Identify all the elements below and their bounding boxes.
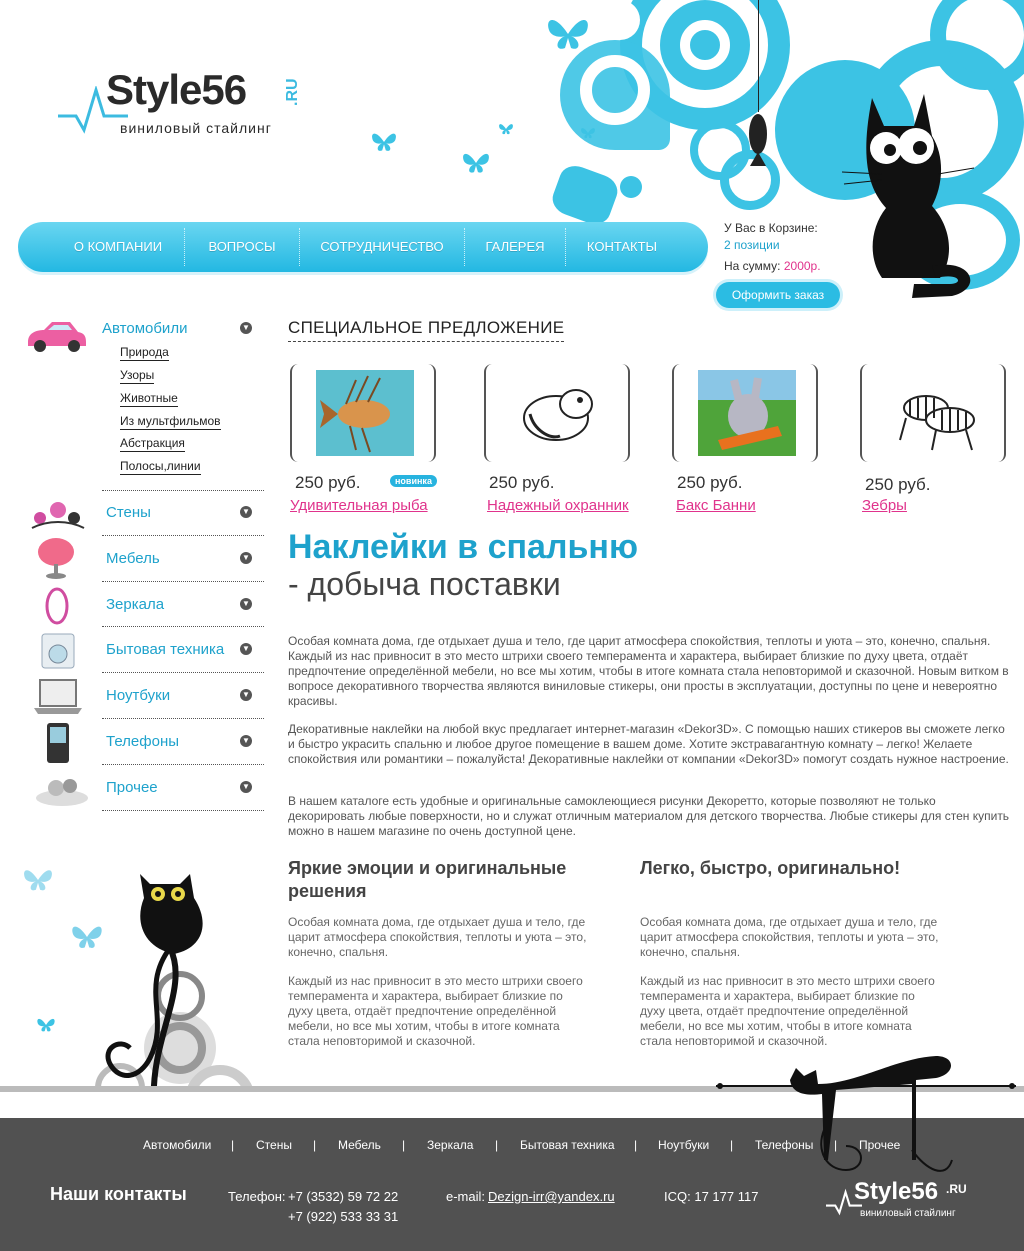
category-label: Стены [106,504,151,521]
nav-cooperation[interactable]: СОТРУДНИЧЕСТВО [320,239,444,254]
product-name[interactable]: Надежный охранник [487,497,629,514]
order-button[interactable]: Оформить заказ [716,282,840,308]
article-paragraph: Особая комната дома, где отдыхает душа и тело, где царит атмосфера спокойствия, теплоты и уюта – это, конечно, спальня. Каждый из нас привносит в это место штрихи своего темперамента и характера, выбирает близкие по духу цвета, отдаёт предпочтение определённой мебели, но все мы хотим, чтобы в итоге комната стала неповторимой и сказочной. Новым витком в вопросе декоративного творчества являются виниловые стикеры, они просты в эксплуатации, доступны по цене и невероятно красивы. [288,634,1009,708]
footer-link-furniture[interactable]: Мебель [338,1138,381,1152]
nav-contacts[interactable]: КОНТАКТЫ [586,239,658,254]
new-badge: новинка [390,475,437,487]
category-label: Ноутбуки [106,687,171,704]
logo-tagline: виниловый стайлинг [120,120,272,136]
category-appliances[interactable] [106,641,264,658]
chevron-down-icon[interactable]: ▼ [240,552,252,564]
article-paragraph: Декоративные наклейки на любой вкус предлагает интернет-магазин «Dekor3D». С помощью наших стикеров вы сможете легко и быстро украсить спальню и любое другое помещение в вашем доме. Хотите экстравагантную комнату – легко! Желаете спокойствия или романтики – пожалуйста! Декоративные наклейки от компании «Dekor3D» помогут создать нужное настроение. [288,722,1009,766]
category-label: Мебель [106,550,160,567]
product-name[interactable]: Бакс Банни [676,497,756,514]
footer-separator: | [634,1138,638,1152]
footer-separator: | [834,1138,838,1152]
column-paragraph: Каждый из нас привносит в это место штрихи своего темперамента и характера, выбирает близкие по духу цвета, отдаёт предпочтение определённой мебели, но все мы хотим, чтобы в итоге комната стала неповторимой и сказочной. [288,974,583,1048]
category-laptops[interactable] [106,687,264,704]
product-price: 250 руб. [677,473,743,492]
product-image-zebras[interactable] [886,370,984,456]
footer-separator: | [495,1138,499,1152]
butterfly-icon [18,866,58,894]
icq-number: ICQ: 17 177 117 [664,1189,759,1204]
footer-link-phones[interactable]: Телефоны [755,1138,814,1152]
main-nav [18,222,708,272]
subcategory-animals[interactable]: Животные [120,391,178,405]
footer-link-walls[interactable]: Стены [256,1138,292,1152]
category-label: Телефоны [106,733,180,750]
nav-gallery[interactable]: ГАЛЕРЕЯ [485,239,545,254]
cat-illustration [842,88,982,300]
footer-link-other[interactable]: Прочее [859,1138,901,1152]
phone-2: +7 (922) 533 33 31 [288,1209,399,1224]
butterfly-icon [460,150,492,176]
product-image-dog[interactable] [510,370,608,456]
phone-icon [46,722,70,764]
chair-icon [36,536,76,580]
category-mirrors[interactable] [106,596,264,613]
butterfly-icon [36,1016,56,1034]
article-subtitle: - добыча поставки [288,566,561,602]
footer-separator: | [231,1138,235,1152]
column-paragraph: Особая комната дома, где отдыхает душа и тело, где царит атмосфера спокойствия, теплоты и уюта – это, конечно, спальня. [640,915,939,959]
logo-ru: .RU [284,78,301,106]
product-card-zebras[interactable] [860,364,1006,462]
butterfly-icon [580,126,596,140]
butterfly-icon [370,130,398,154]
column-heading: Яркие эмоции и оригинальные решения [288,858,567,901]
product-card-fish[interactable] [290,364,436,462]
category-cars[interactable] [102,320,264,337]
butterfly-icon [498,122,514,136]
product-name[interactable]: Зебры [862,497,907,514]
subcategory-nature[interactable]: Природа [120,345,169,359]
butterfly-icon [545,14,591,54]
product-price: 250 руб. [489,473,555,492]
article-title: Наклейки в спальню [288,528,638,566]
cart-sum-label: На сумму: [724,259,781,273]
subcategory-stripes[interactable]: Полосы,линии [120,459,201,473]
category-label: Зеркала [106,596,165,613]
cart-count[interactable]: 2 позиции [724,238,780,252]
category-other[interactable] [106,779,264,796]
product-price: 250 руб. [865,475,931,494]
email-label: e-mail: [446,1189,486,1204]
subcategory-abstract[interactable]: Абстракция [120,436,185,450]
subcategory-cartoons[interactable]: Из мультфильмов [120,414,221,428]
product-card-bunny[interactable] [672,364,818,462]
misc-icon [34,770,90,808]
product-name[interactable]: Удивительная рыба [290,497,428,514]
chevron-down-icon[interactable]: ▼ [240,735,252,747]
fish-icon [746,110,770,168]
footer-logo-brand: Style56 [854,1178,939,1205]
category-label: Бытовая техника [106,641,225,658]
cat-illustration [716,1050,1024,1190]
chevron-down-icon[interactable]: ▼ [240,781,252,793]
chevron-down-icon[interactable]: ▼ [240,643,252,655]
phone-1: +7 (3532) 59 72 22 [288,1189,399,1204]
category-furniture[interactable] [106,550,264,567]
car-icon [24,318,88,356]
email-link[interactable]: Dezign-irr@yandex.ru [488,1189,615,1204]
footer-separator: | [313,1138,317,1152]
laptop-icon [34,678,82,716]
category-label: Автомобили [102,320,188,337]
chevron-down-icon[interactable]: ▼ [240,322,252,334]
footer-link-cars[interactable]: Автомобили [143,1138,212,1152]
cart-summary [724,220,854,275]
article-paragraph: В нашем каталоге есть удобные и оригинальные самоклеющиеся рисунки Декоретто, которые позволяют не только декорировать любые поверхности, но и служат отличным материалом для детского творчества. Любые стикеры для стен купить можно в нашем магазине по очень доступной цене. [288,794,1010,838]
logo-brand: Style56 [106,66,247,113]
product-image-fish[interactable] [316,370,414,456]
subcategory-patterns[interactable]: Узоры [120,368,155,382]
chevron-down-icon[interactable]: ▼ [240,598,252,610]
mirror-icon [44,586,70,626]
column-heading: Легко, быстро, оригинально! [640,858,901,878]
category-phones[interactable] [106,733,264,750]
footer-separator: | [402,1138,406,1152]
product-price: 250 руб. [295,473,361,492]
product-image-bunny[interactable] [698,370,796,456]
nav-questions[interactable]: ВОПРОСЫ [208,239,276,254]
washer-icon [40,632,76,670]
special-offer-title: СПЕЦИАЛЬНОЕ ПРЕДЛОЖЕНИЕ [288,318,564,342]
footer-logo-ru: .RU [946,1182,967,1196]
flowers-icon [28,492,86,532]
category-label: Прочее [106,779,158,796]
nav-about[interactable]: О КОМПАНИИ [73,239,163,254]
chevron-down-icon[interactable]: ▼ [240,506,252,518]
cart-label: У Вас в Корзине: [724,221,818,235]
owl-illustration [60,868,290,1120]
column-paragraph: Каждый из нас привносит в это место штрихи своего темперамента и характера, выбирает близкие по духу цвета, отдаёт предпочтение определённой мебели, но все мы хотим, чтобы в итоге комната стала неповторимой и сказочной. [640,974,935,1048]
footer-link-mirrors[interactable]: Зеркала [427,1138,474,1152]
category-walls[interactable] [106,504,264,521]
site-logo[interactable] [58,66,318,146]
phone-label: Телефон: [228,1189,286,1204]
chevron-down-icon[interactable]: ▼ [240,689,252,701]
product-card-guard[interactable] [484,364,630,462]
footer-logo[interactable] [826,1178,986,1224]
footer-logo-tagline: виниловый стайлинг [860,1208,956,1219]
footer-link-appliances[interactable]: Бытовая техника [520,1138,615,1152]
footer-separator: | [730,1138,734,1152]
cart-sum-value: 2000р. [783,259,821,273]
contacts-title: Наши контакты [50,1184,187,1204]
column-paragraph: Особая комната дома, где отдыхает душа и тело, где царит атмосфера спокойствия, теплоты и уюта – это, конечно, спальня. [288,915,587,959]
footer-link-laptops[interactable]: Ноутбуки [658,1138,710,1152]
